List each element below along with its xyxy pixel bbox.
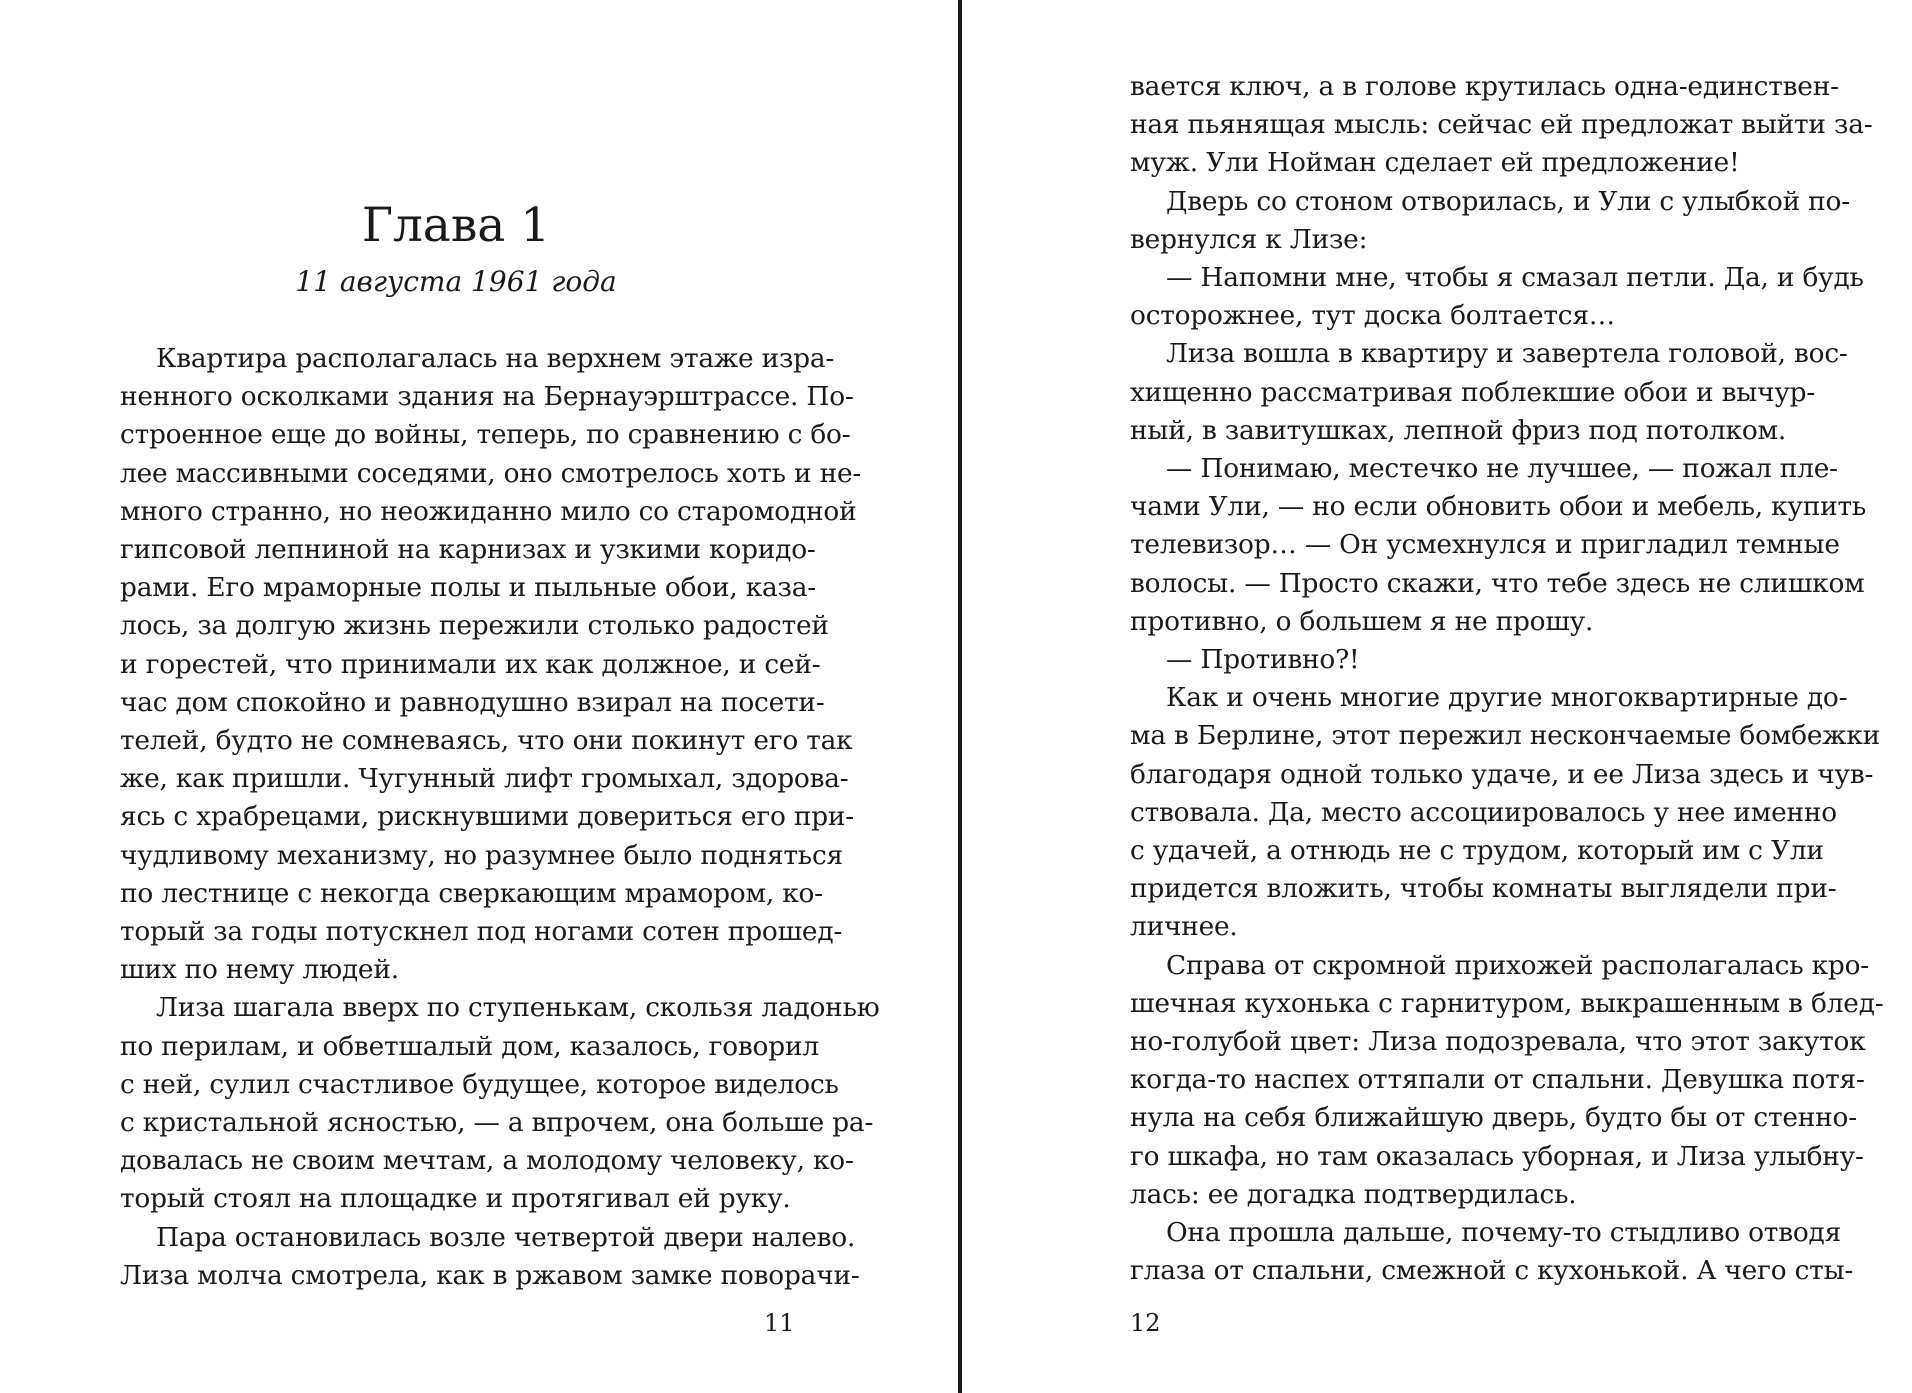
text-line: — Напомни мне, чтобы я смазал петли. Да, и будь xyxy=(1166,262,1864,294)
text-line: Как и очень многие другие многоквартирные до- xyxy=(1166,682,1848,714)
text-line: чудливому механизму, но разумнее было подняться xyxy=(120,839,843,871)
text-line: с кристальной ясностью, — а впрочем, она больше ра- xyxy=(120,1107,874,1139)
text-line: — Понимаю, местечко не лучшее, — пожал пле- xyxy=(1166,453,1838,485)
text-line: торый за годы потускнел под ногами сотен прошед- xyxy=(120,916,843,948)
paragraph xyxy=(1130,259,1864,335)
text-line: волосы. — Просто скажи, что тебе здесь не слишком xyxy=(1130,567,1865,599)
chapter-date: 11 августа 1961 года xyxy=(295,265,617,298)
text-line: придется вложить, чтобы комнаты выглядели при- xyxy=(1130,873,1837,905)
paragraph xyxy=(1130,335,1848,450)
text-line: по перилам, и обветшалый дом, казалось, говорил xyxy=(120,1030,819,1062)
right-page xyxy=(962,0,1912,1393)
right-page-body xyxy=(1130,68,1884,1291)
text-line: Справа от скромной прихожей располагалась кро- xyxy=(1166,949,1869,981)
text-line: рами. Его мраморные полы и пыльные обои, каза- xyxy=(120,572,817,604)
text-line: Лиза молча смотрела, как в ржавом замке поворачи- xyxy=(120,1259,860,1291)
text-line: с ней, сулил счастливое будущее, которое виделось xyxy=(120,1068,839,1100)
text-line: Лиза вошла в квартиру и завертела головой, вос- xyxy=(1166,338,1848,370)
paragraph xyxy=(1130,1214,1854,1290)
text-line: лось, за долгую жизнь пережили столько радостей xyxy=(120,610,829,642)
text-line: час дом спокойно и равнодушно взирал на посети- xyxy=(120,686,825,718)
text-line: же, как пришли. Чугунный лифт громыхал, здорова- xyxy=(120,763,849,795)
paragraph xyxy=(1130,641,1802,679)
text-line: ших по нему людей. xyxy=(120,954,399,986)
text-line: лась: ее догадка подтвердилась. xyxy=(1130,1178,1577,1210)
text-line: муж. Ули Нойман сделает ей предложение! xyxy=(1130,147,1740,179)
text-line: довалась не своим мечтам, а молодому человеку, ко- xyxy=(120,1145,854,1177)
text-line: глаза от спальни, смежной с кухонькой. А чего сты- xyxy=(1130,1255,1854,1287)
text-line: противно, о большем я не прошу. xyxy=(1130,605,1594,637)
text-line: Лиза шагала вверх по ступенькам, скользя ладонью xyxy=(156,992,880,1024)
text-line: ствовала. Да, место ассоциировалось у нее именно xyxy=(1130,796,1837,828)
text-line: но-голубой цвет: Лиза подозревала, что этот закуток xyxy=(1130,1026,1866,1058)
text-line: Пара остановилась возле четвертой двери налево. xyxy=(156,1221,856,1253)
paragraph xyxy=(1130,183,1850,259)
text-line: нула на себя ближайшую дверь, будто бы от стенно- xyxy=(1130,1102,1857,1134)
paragraph xyxy=(1130,450,1867,641)
text-line: ненного осколками здания на Бернауэрштрассе. По- xyxy=(120,381,854,413)
text-line: торый стоял на площадке и протягивал ей руку. xyxy=(120,1183,791,1215)
page-number: 12 xyxy=(1130,1309,1161,1337)
text-line: ясь с храбрецами, рискнувшими довериться его при- xyxy=(120,801,855,833)
paragraph xyxy=(1130,68,1873,183)
text-line: благодаря одной только удаче, и ее Лиза здесь и чув- xyxy=(1130,758,1874,790)
chapter-heading xyxy=(120,196,792,302)
text-line: строенное еще до войны, теперь, по сравнению с бо- xyxy=(120,419,851,451)
paragraph xyxy=(120,340,862,989)
text-line: вернулся к Лизе: xyxy=(1130,223,1368,255)
text-line: хищенно рассматривая поблекшие обои и вычур- xyxy=(1130,376,1816,408)
left-page-body xyxy=(120,340,880,1295)
text-line: го шкафа, но там оказалась уборная, и Лиза улыбну- xyxy=(1130,1140,1864,1172)
paragraph xyxy=(1130,679,1881,946)
text-line: когда-то наспех оттяпали от спальни. Девушка потя- xyxy=(1130,1064,1865,1096)
text-line: с удачей, а отнюдь не с трудом, который им с Ули xyxy=(1130,835,1824,867)
text-line: телевизор… — Он усмехнулся и пригладил темные xyxy=(1130,529,1840,561)
text-line: и горестей, что принимали их как должное, и сей- xyxy=(120,648,821,680)
text-line: гипсовой лепниной на карнизах и узкими коридо- xyxy=(120,534,816,566)
text-line: ная пьянящая мысль: сейчас ей предложат выйти за- xyxy=(1130,109,1873,141)
text-line: — Противно?! xyxy=(1166,644,1360,676)
text-line: Она прошла дальше, почему-то стыдливо отводя xyxy=(1166,1217,1842,1249)
text-line: по лестнице с некогда сверкающим мрамором, ко- xyxy=(120,877,823,909)
paragraph xyxy=(120,989,880,1218)
text-line: вается ключ, а в голове крутилась одна-единствен- xyxy=(1130,71,1839,102)
paragraph xyxy=(120,1219,860,1295)
text-line: чами Ули, — но если обновить обои и мебель, купить xyxy=(1130,491,1867,523)
text-line: осторожнее, тут доска болтается… xyxy=(1130,300,1615,332)
chapter-title: Глава 1 xyxy=(361,198,551,253)
text-line: Квартира располагалась на верхнем этаже изра- xyxy=(156,343,835,374)
page-number: 11 xyxy=(764,1309,795,1337)
text-line: личнее. xyxy=(1130,911,1238,943)
text-line: шечная кухонька с гарнитуром, выкрашенным в блед- xyxy=(1130,987,1884,1019)
text-line: лее массивными соседями, оно смотрелось хоть и не- xyxy=(120,457,862,489)
text-line: телей, будто не сомневаясь, что они покинут его так xyxy=(120,725,853,757)
text-line: ма в Берлине, этот пережил нескончаемые бомбежки xyxy=(1130,720,1881,752)
text-line: много странно, но неожиданно мило со старомодной xyxy=(120,495,857,527)
text-line: Дверь со стоном отворилась, и Ули с улыбкой по- xyxy=(1166,185,1850,217)
text-line: ный, в завитушках, лепной фриз под потолком. xyxy=(1130,414,1787,446)
paragraph xyxy=(1130,947,1884,1214)
